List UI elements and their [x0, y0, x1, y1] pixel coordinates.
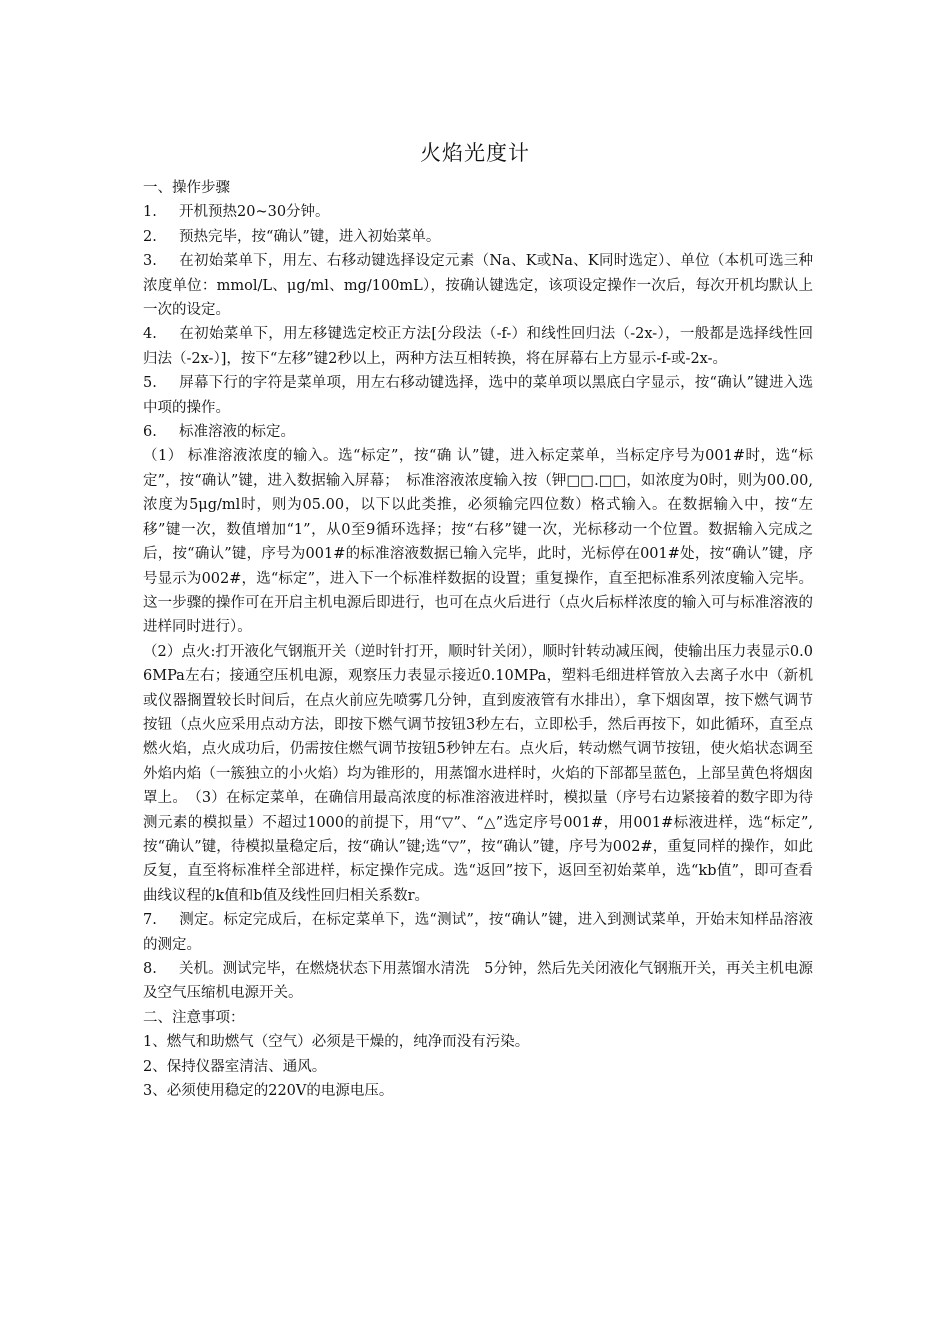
step-item	[143, 957, 813, 1006]
step-text: 屏幕下行的字符是菜单项，用左右移动键选择，选中的菜单项以黑底白字显示，按“确认”键进入选中项的操作。	[143, 375, 813, 416]
step-text: 关机。测试完毕，在燃烧状态下用蒸馏水清洗 5分钟，然后先关闭液化气钢瓶开关，再关主机电源及空气压缩机电源开关。	[143, 961, 813, 1002]
step-text: 测定。标定完成后，在标定菜单下，选“测试”，按“确认”键，进入到测试菜单，开始末知样品溶液的测定。	[143, 912, 813, 953]
step-number: 7.	[143, 912, 157, 929]
document-title: 火焰光度计	[420, 141, 530, 165]
substep-standard-input: （1） 标准溶液浓度的输入。选“标定”，按“确 认”键，进入标定菜单，当标定序号为001#时，选“标定”，按“确认”键，进入数据输入屏幕； 标准溶液浓度输入按（钾□□.□□，如浓度为0时，则为00.00,浓度为5μg/ml时，则为05.00，以下以此类推，必须输完四位数）格式输入。在数据输入中，按“左移”键一次，数值增加“1”，从0至9循环选择；按“右移”键一次，光标移动一个位置。数据输入完成之后，按“确认”键，序号为001#的标准溶液数据已输入完毕，此时，光标停在001#处，按“确认”键，序号显示为002#，选“标定”，进入下一个标准样数据的设置；重复操作，直至把标准系列浓度输入完毕。这一步骤的操作可在开启主机电源后即进行，也可在点火后进行（点火后标样浓度的输入可与标准溶液的进样同时进行）。	[143, 448, 813, 636]
step-item	[143, 249, 813, 322]
step-text: 开机预热20~30分钟。	[179, 204, 330, 221]
document-body	[143, 176, 813, 1103]
section-heading-operation: 一、操作步骤	[143, 180, 230, 196]
step-item	[143, 908, 813, 957]
step-number: 4.	[143, 326, 157, 343]
note-item: 1、燃气和助燃气（空气）必须是干燥的，纯净而没有污染。	[143, 1034, 530, 1051]
note-item: 3、必须使用稳定的220V的电源电压。	[143, 1083, 394, 1100]
step-text: 标准溶液的标定。	[179, 424, 295, 441]
step-item	[143, 371, 813, 420]
step-text: 预热完毕，按“确认”键，进入初始菜单。	[179, 228, 441, 245]
step-number: 8.	[143, 961, 157, 977]
substep-ignition-calibration: （2）点火:打开液化气钢瓶开关（逆时针打开，顺时针关闭），顺时针转动减压阀，使输出压力表显示0.06MPa左右；接通空压机电源，观察压力表显示接近0.10MPa，塑料毛细进样管放入去离子水中（新机或仪器搁置较长时间后，在点火前应先喷雾几分钟，直到废液管有水排出），拿下烟囱罩，按下燃气调节按钮（点火应采用点动方法，即按下燃气调节按钮3秒左右，立即松手，然后再按下，如此循环，直至点燃火焰，点火成功后，仍需按住燃气调节按钮5秒钟左右。点火后，转动燃气调节按钮，使火焰状态调至外焰内焰（一簇独立的小火焰）均为锥形的，用蒸馏水进样时，火焰的下部都呈蓝色，上部呈黄色将烟囱罩上。 （3）在标定菜单，在确信用最高浓度的标准溶液进样时，模拟量（序号右边紧接着的数字即为待测元素的模拟量）不超过1000的前提下，用“▽”、“△”选定序号001#，用001#标液进样，选“标定”,按“确认”键，待模拟量稳定后，按“确认”键;选“▽”，按“确认”键，序号为002#，重复同样的操作，如此反复，直至将标准样全部进样，标定操作完成。选“返回”按下，返回至初始菜单，选“kb值”，即可查看曲线议程的k值和b值及线性回归相关系数r。	[143, 643, 813, 904]
step-item	[143, 322, 813, 371]
step-item	[143, 420, 813, 444]
step-number: 1.	[143, 204, 157, 221]
step-number: 5.	[143, 375, 157, 392]
section-heading-notes: 二、注意事项：	[143, 1009, 245, 1026]
step-text: 在初始菜单下，用左、右移动键选择设定元素（Na、K或Na、K同时选定）、单位（本机可选三种浓度单位：mmol/L、μg/ml、mg/100mL），按确认键选定，该项设定操作一次后，每次开机均默认上一次的设定。	[143, 253, 813, 319]
step-number: 2.	[143, 228, 157, 245]
step-number: 6.	[143, 424, 157, 441]
step-text: 在初始菜单下，用左移键选定校正方法[分段法（-f-）和线性回归法（-2x-），一般都是选择线性回归法（-2x-）]，按下“左移”键2秒以上，两种方法互相转换，将在屏幕右上方显示-f-或-2x-。	[143, 326, 813, 367]
note-item: 2、保持仪器室清洁、通风。	[143, 1058, 327, 1075]
step-item	[143, 225, 813, 249]
step-number: 3.	[143, 253, 157, 270]
step-item	[143, 200, 813, 224]
